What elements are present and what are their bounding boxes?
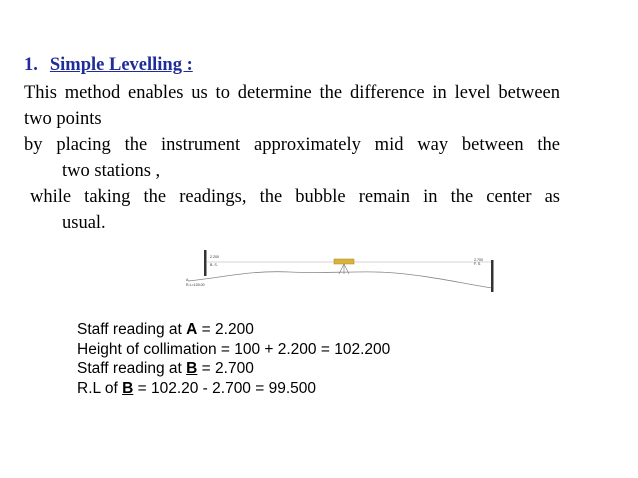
calc-1-point: A <box>186 321 198 338</box>
staff-b-reading: 2.700 <box>474 258 483 262</box>
description-paragraph <box>24 80 560 236</box>
staff-b <box>491 260 494 292</box>
point-a-label: A <box>186 278 189 282</box>
calc-3-suffix: = 2.700 <box>197 360 254 377</box>
staff-a-label: B. S. <box>210 263 218 267</box>
paragraph-line-3b: usual. <box>62 213 106 233</box>
heading-number: 1. <box>24 55 38 75</box>
calc-line-2: Height of collimation = 100 + 2.200 = 102.200 <box>77 340 391 358</box>
calc-1-prefix: Staff reading at <box>77 321 187 338</box>
staff-a <box>204 250 207 276</box>
section-heading <box>24 55 193 76</box>
paragraph-line-3a: while taking the readings, the bubble remain in the center as <box>30 187 560 207</box>
ground-profile <box>188 272 492 288</box>
calc-line-1 <box>77 320 390 340</box>
calc-3-prefix: Staff reading at <box>77 360 187 377</box>
levelling-diagram <box>180 244 500 296</box>
staff-a-reading: 2.200 <box>210 255 219 259</box>
calc-line-3 <box>77 359 390 379</box>
staff-b-label: F. S. <box>474 262 482 266</box>
point-a-rl: R.L=100.00 <box>186 283 205 287</box>
calc-4-point: B <box>122 379 134 397</box>
calc-3-point: B <box>186 360 198 377</box>
paragraph-line-2a: by placing the instrument approximately mid way between the <box>24 135 560 155</box>
calc-4-suffix: = 102.20 - 2.700 = 99.500 <box>133 379 317 397</box>
paragraph-line-2b: two stations , <box>62 161 161 181</box>
paragraph-line-1: This method enables us to determine the difference in level between two points <box>24 83 560 129</box>
calc-1-suffix: = 2.200 <box>197 321 254 338</box>
level-instrument <box>334 259 354 264</box>
heading-title: Simple Levelling : <box>49 55 193 75</box>
calculation-block <box>77 320 390 398</box>
calc-line-4 <box>77 379 390 399</box>
calc-4-prefix: R.L of <box>77 379 123 397</box>
